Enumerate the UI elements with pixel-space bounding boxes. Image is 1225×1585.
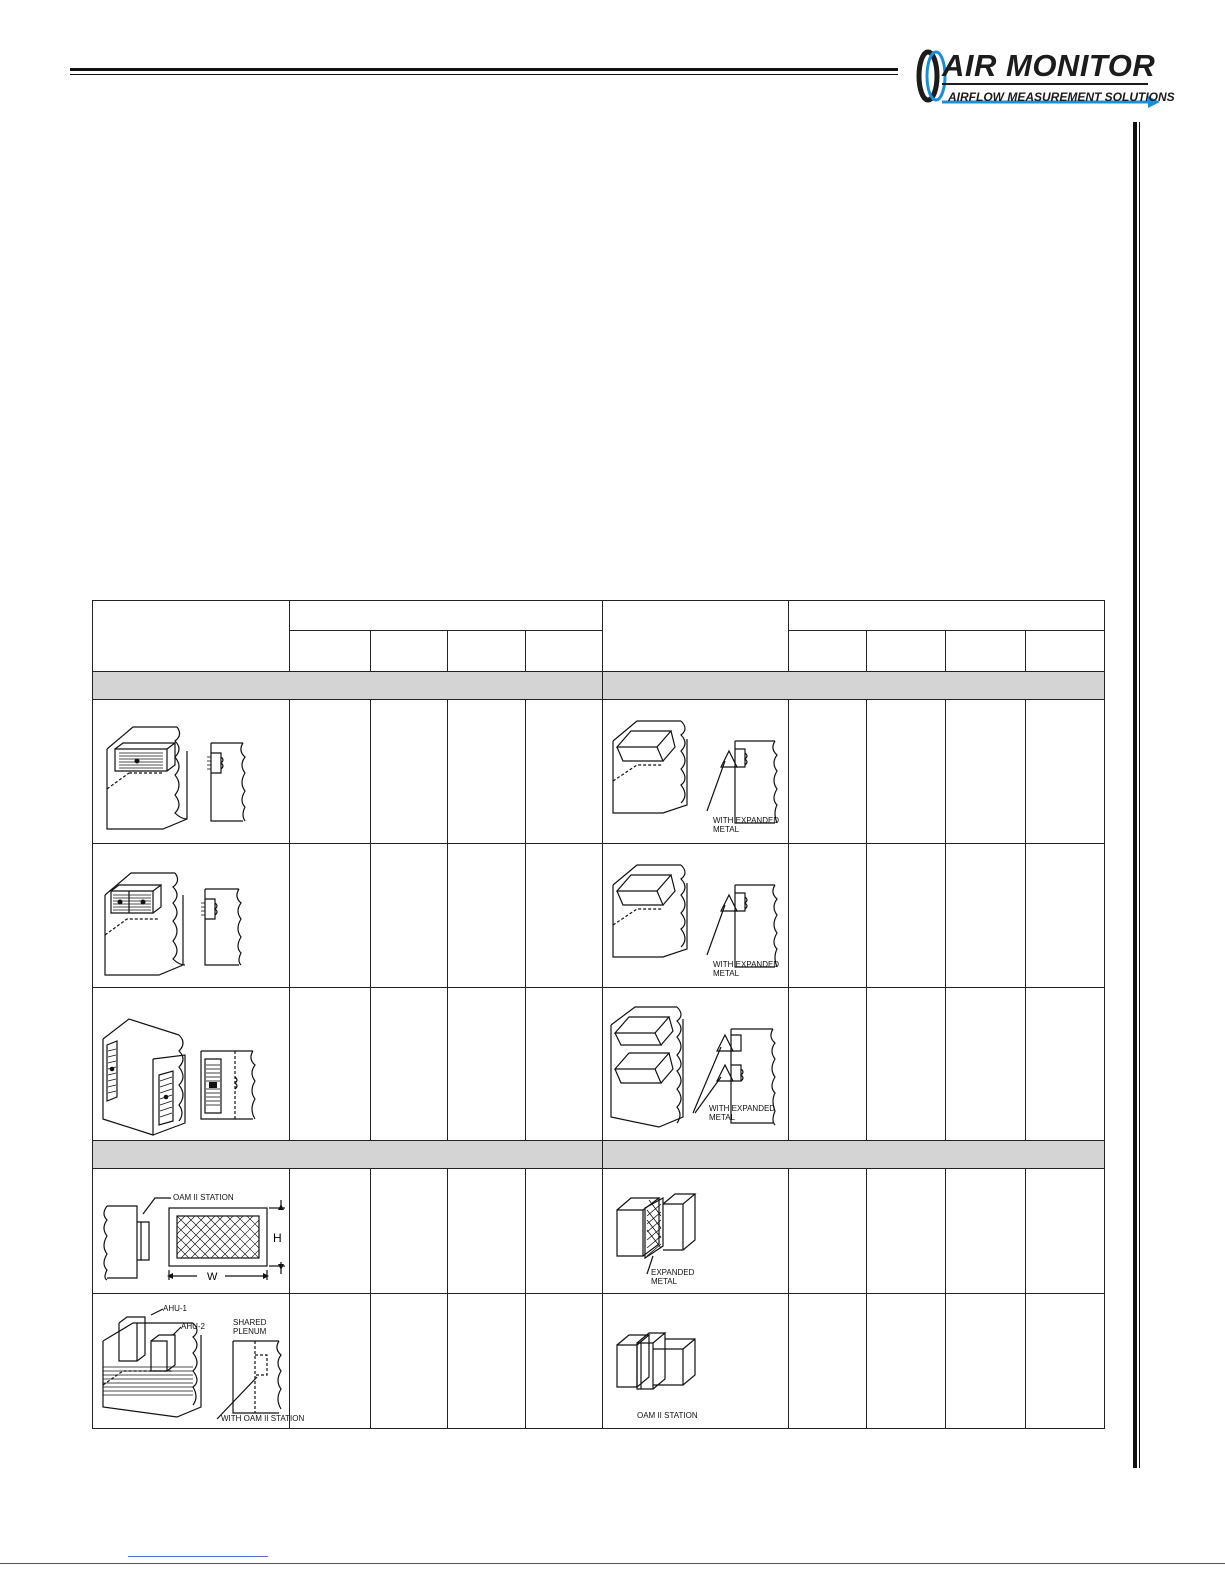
data-cell bbox=[290, 700, 371, 844]
label-oam-ii-station-bottom: OAM II STATION bbox=[637, 1410, 698, 1420]
data-cell bbox=[1026, 1169, 1105, 1294]
data-cell bbox=[867, 1294, 946, 1429]
drawing-louver-vertical bbox=[93, 988, 290, 1141]
subheader-cell bbox=[290, 631, 371, 672]
label-with-expanded: WITH EXPANDED bbox=[709, 1103, 776, 1113]
section-band-row bbox=[93, 1141, 1105, 1169]
dimension-w: W bbox=[207, 1270, 218, 1283]
label-plenum: PLENUM bbox=[233, 1326, 267, 1336]
data-cell bbox=[290, 988, 371, 1141]
label-metal: METAL bbox=[713, 824, 740, 834]
table-row bbox=[93, 988, 1105, 1141]
section-band-left bbox=[93, 672, 603, 700]
data-cell bbox=[1026, 844, 1105, 988]
oam-station-face-drawing bbox=[93, 1170, 289, 1293]
label-ahu2: AHU-2 bbox=[181, 1321, 206, 1331]
data-cell bbox=[526, 700, 603, 844]
header-rule-thin bbox=[70, 74, 898, 75]
header-cell-config-left bbox=[93, 601, 290, 672]
data-cell bbox=[448, 1294, 526, 1429]
data-cell bbox=[290, 1294, 371, 1429]
side-rule-thin bbox=[1139, 122, 1140, 1468]
label-metal: METAL bbox=[709, 1112, 736, 1122]
table-row bbox=[93, 844, 1105, 988]
data-cell bbox=[448, 1169, 526, 1294]
section-band-right bbox=[603, 672, 1105, 700]
subheader-cell bbox=[371, 631, 448, 672]
data-cell bbox=[867, 844, 946, 988]
data-cell bbox=[371, 1169, 448, 1294]
data-cell bbox=[946, 700, 1026, 844]
data-cell bbox=[789, 1169, 867, 1294]
label-expanded: EXPANDED bbox=[651, 1267, 695, 1277]
data-cell bbox=[1026, 1294, 1105, 1429]
table-row bbox=[93, 1169, 1105, 1294]
logo-title: AIR MONITOR bbox=[942, 48, 1156, 83]
drawing-hood-double bbox=[603, 988, 789, 1141]
shared-plenum-drawing bbox=[93, 1295, 305, 1428]
header-cell-config-right bbox=[603, 601, 789, 672]
hood-double-drawing bbox=[603, 989, 788, 1140]
data-cell bbox=[946, 1169, 1026, 1294]
data-cell bbox=[371, 700, 448, 844]
data-cell bbox=[867, 988, 946, 1141]
subheader-cell bbox=[1026, 631, 1105, 672]
drawing-hood-single bbox=[603, 700, 789, 844]
subheader-cell bbox=[448, 631, 526, 672]
louver-vertical-drawing bbox=[93, 989, 289, 1140]
data-cell bbox=[448, 700, 526, 844]
subheader-cell bbox=[867, 631, 946, 672]
data-cell bbox=[290, 1169, 371, 1294]
table-row bbox=[93, 1294, 1105, 1429]
data-cell bbox=[448, 988, 526, 1141]
label-metal: METAL bbox=[713, 968, 740, 978]
section-band-row bbox=[93, 672, 1105, 700]
dimension-h: H bbox=[273, 1230, 282, 1245]
side-rule bbox=[1133, 122, 1137, 1468]
footer-link-underline[interactable] bbox=[128, 1556, 268, 1557]
subheader-cell bbox=[789, 631, 867, 672]
footer-rule bbox=[0, 1563, 1225, 1564]
drawing-duct-expanded-metal bbox=[603, 1169, 789, 1294]
hood-single-drawing bbox=[603, 701, 788, 843]
subheader-cell bbox=[526, 631, 603, 672]
logo-subtitle: AIRFLOW MEASUREMENT SOLUTIONS bbox=[948, 90, 1175, 104]
section-band-right bbox=[603, 1141, 1105, 1169]
table-header-row bbox=[93, 601, 1105, 631]
drawing-louver-double bbox=[93, 844, 290, 988]
duct-expanded-metal-drawing bbox=[603, 1170, 788, 1293]
data-cell bbox=[789, 700, 867, 844]
drawing-hood-single-2 bbox=[603, 844, 789, 988]
section-band-left bbox=[93, 1141, 603, 1169]
label-with-oam-ii-station: WITH OAM II STATION bbox=[221, 1413, 305, 1423]
label-with-expanded: WITH EXPANDED bbox=[713, 959, 780, 969]
data-cell bbox=[371, 988, 448, 1141]
drawing-duct-oam-station bbox=[603, 1294, 789, 1429]
louver-single-drawing bbox=[93, 701, 289, 843]
label-with-expanded: WITH EXPANDED bbox=[713, 815, 780, 825]
data-cell bbox=[290, 844, 371, 988]
louver-double-drawing bbox=[93, 845, 289, 987]
duct-oam-station-drawing bbox=[603, 1295, 788, 1428]
header-rule bbox=[70, 68, 898, 71]
data-cell bbox=[867, 700, 946, 844]
data-cell bbox=[526, 988, 603, 1141]
drawing-shared-plenum bbox=[93, 1294, 305, 1429]
data-cell bbox=[789, 1294, 867, 1429]
data-cell bbox=[448, 844, 526, 988]
header-cell-group-left bbox=[290, 601, 603, 631]
air-monitor-logo bbox=[912, 46, 1175, 110]
data-cell bbox=[526, 1169, 603, 1294]
label-oam-ii-station: OAM II STATION bbox=[173, 1192, 234, 1202]
label-ahu1: AHU-1 bbox=[163, 1303, 188, 1313]
data-cell bbox=[789, 988, 867, 1141]
header-cell-group-right bbox=[789, 601, 1105, 631]
data-cell bbox=[946, 844, 1026, 988]
drawing-louver-single bbox=[93, 700, 290, 844]
data-cell bbox=[1026, 700, 1105, 844]
table-row bbox=[93, 700, 1105, 844]
data-cell bbox=[867, 1169, 946, 1294]
subheader-cell bbox=[946, 631, 1026, 672]
label-metal-2: METAL bbox=[651, 1276, 678, 1286]
data-cell bbox=[371, 1294, 448, 1429]
installation-table bbox=[92, 600, 1105, 1429]
data-cell bbox=[526, 844, 603, 988]
data-cell bbox=[946, 1294, 1026, 1429]
data-cell bbox=[526, 1294, 603, 1429]
data-cell bbox=[789, 844, 867, 988]
drawing-oam-station-face bbox=[93, 1169, 290, 1294]
label-shared: SHARED bbox=[233, 1317, 267, 1327]
data-cell bbox=[946, 988, 1026, 1141]
hood-single-drawing-2 bbox=[603, 845, 788, 987]
data-cell bbox=[371, 844, 448, 988]
data-cell bbox=[1026, 988, 1105, 1141]
